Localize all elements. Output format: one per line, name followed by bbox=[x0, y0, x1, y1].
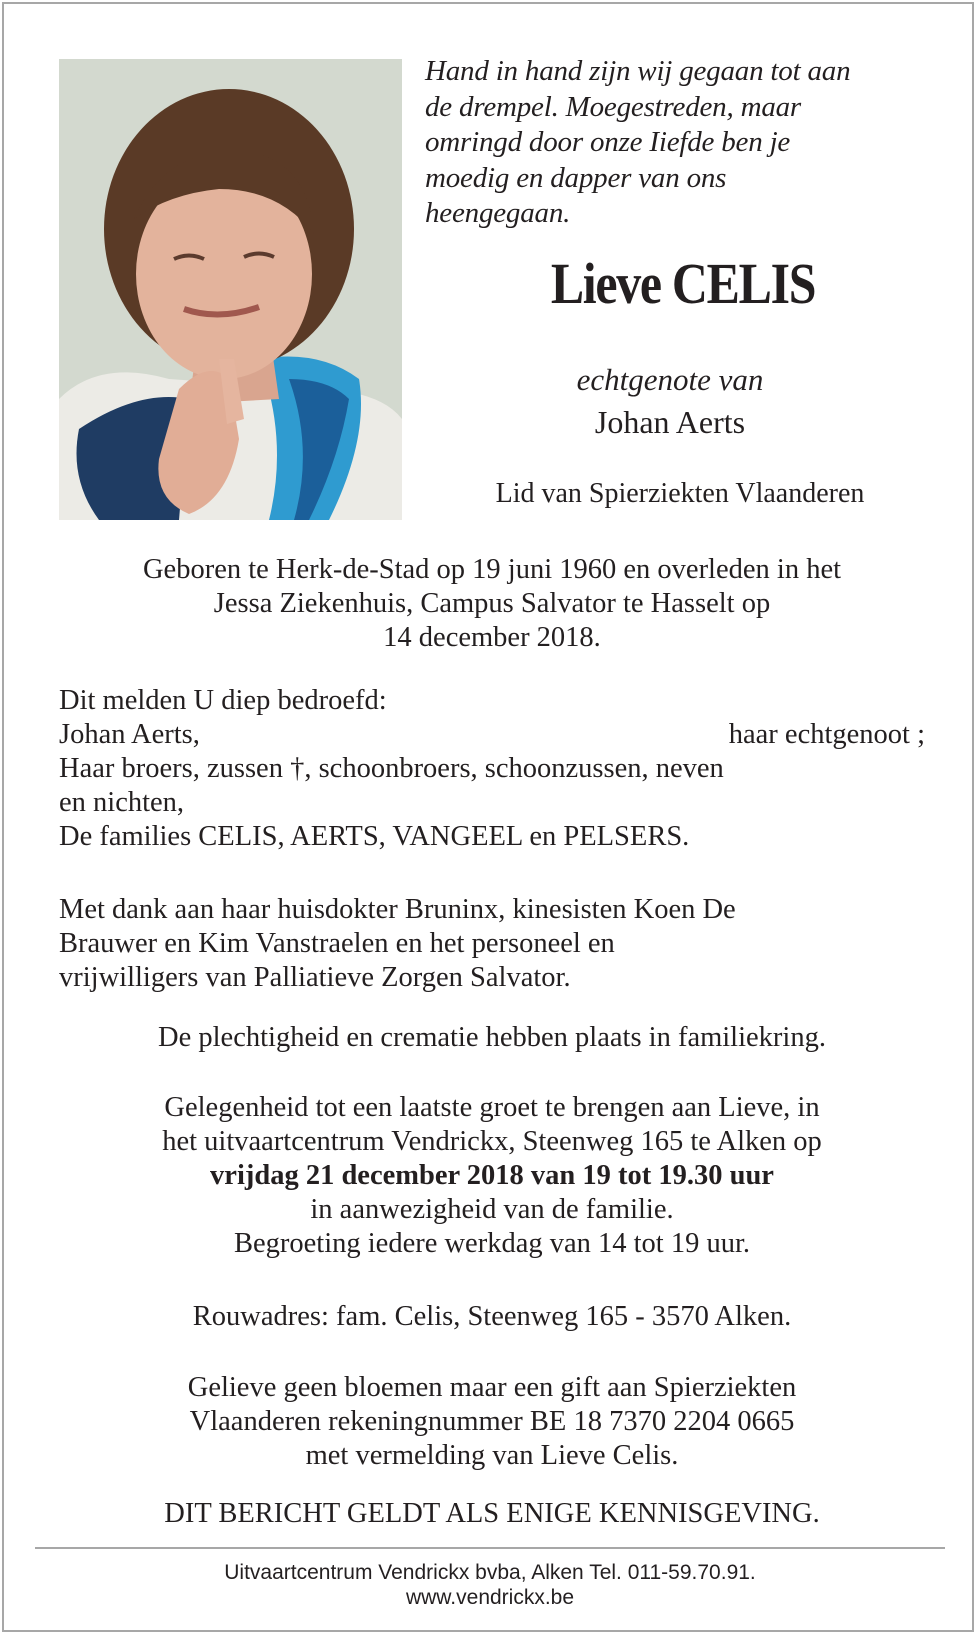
poem-line: moedig en dapper van ons bbox=[425, 161, 727, 194]
portrait-illustration bbox=[59, 59, 402, 520]
spouse-row bbox=[59, 718, 925, 752]
visitation-paragraph bbox=[59, 1091, 925, 1261]
text-line: met vermelding van Lieve Celis. bbox=[305, 1440, 679, 1471]
poem-line: de drempel. Moegestreden, maar bbox=[425, 90, 801, 123]
poem-line: heengegaan. bbox=[425, 197, 571, 229]
announcers-intro: Dit melden U diep bedroefd: bbox=[59, 685, 387, 716]
text-line: in aanwezigheid van de familie. bbox=[310, 1194, 674, 1225]
visitation-date: vrijdag 21 december 2018 van 19 tot 19.30 uur bbox=[210, 1160, 774, 1191]
divider bbox=[35, 1547, 945, 1549]
footer-company: Uitvaartcentrum Vendrickx bvba, Alken Tel. 011-59.70.91. bbox=[224, 1561, 756, 1584]
text-line: Gelieve geen bloemen maar een gift aan Spierziekten bbox=[187, 1372, 797, 1403]
spouse-name: Johan Aerts bbox=[594, 404, 746, 440]
text-line: vrijwilligers van Palliatieve Zorgen Salvator. bbox=[59, 962, 571, 993]
poem-line: Hand in hand zijn wij gegaan tot aan bbox=[425, 55, 851, 87]
thanks-paragraph bbox=[59, 893, 925, 995]
text-line: 14 december 2018. bbox=[383, 622, 601, 653]
text-line: en nichten, bbox=[59, 787, 185, 818]
spouse-row-relation: haar echtgenoot ; bbox=[728, 719, 925, 750]
text-line: Met dank aan haar huisdokter Bruninx, kinesisten Koen De bbox=[59, 894, 736, 925]
notice-text: DIT BERICHT GELDT ALS ENIGE KENNISGEVING. bbox=[164, 1498, 820, 1529]
mourning-address: Rouwadres: fam. Celis, Steenweg 165 - 3570 Alken. bbox=[192, 1301, 792, 1332]
poem bbox=[425, 54, 945, 232]
announcers-paragraph bbox=[59, 684, 925, 854]
poem-line: omringd door onze Iiefde ben je bbox=[425, 126, 791, 158]
text-line: Begroeting iedere werkdag van 14 tot 19 uur. bbox=[233, 1228, 751, 1259]
text-line: Jessa Ziekenhuis, Campus Salvator te Hasselt op bbox=[213, 588, 771, 619]
birth-death-paragraph bbox=[59, 553, 925, 655]
spouse-row-name: Johan Aerts, bbox=[59, 719, 200, 750]
footer-website: www.vendrickx.be bbox=[405, 1586, 575, 1609]
spouse-label: echtgenote van bbox=[576, 362, 764, 397]
text-line: De families CELIS, AERTS, VANGEEL en PELSERS. bbox=[59, 821, 690, 852]
portrait-photo bbox=[59, 59, 402, 520]
text-line: Haar broers, zussen †, schoonbroers, schoonzussen, neven bbox=[59, 753, 724, 784]
donation-paragraph bbox=[59, 1371, 925, 1473]
text-line: Brauwer en Kim Vanstraelen en het personeel en bbox=[59, 928, 615, 959]
text-line: het uitvaartcentrum Vendrickx, Steenweg 165 te Alken op bbox=[162, 1126, 822, 1157]
text-line: Gelegenheid tot een laatste groet te brengen aan Lieve, in bbox=[164, 1092, 820, 1123]
text-line: Vlaanderen rekeningnummer BE 18 7370 2204 0665 bbox=[189, 1406, 795, 1437]
deceased-name: Lieve CELIS bbox=[550, 251, 816, 316]
text-line: Geboren te Herk-de-Stad op 19 juni 1960 en overleden in het bbox=[142, 554, 842, 585]
membership: Lid van Spierziekten Vlaanderen bbox=[495, 478, 865, 509]
ceremony-text: De plechtigheid en crematie hebben plaats in familiekring. bbox=[158, 1022, 826, 1053]
